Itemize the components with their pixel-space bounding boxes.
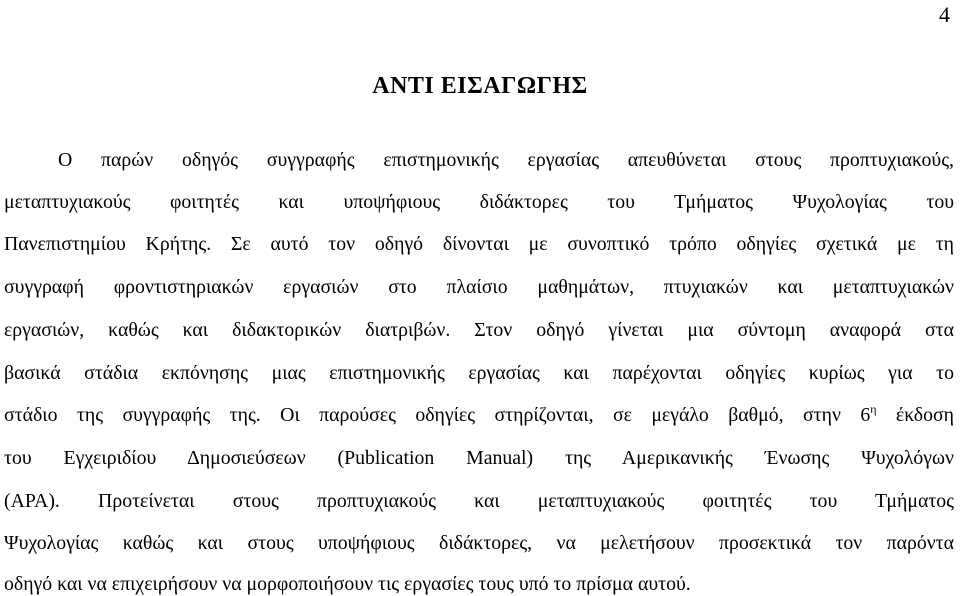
paragraph-line-last: οδηγό και να επιχειρήσουν να μορφοποιήσουν τις εργασίες τους υπό το πρίσμα αυτού. — [4, 573, 691, 595]
paragraph-line: Ο παρών οδηγός συγγραφής επιστημονικής εργασίας απευθύνεται στους προπτυχιακούς, — [58, 149, 954, 171]
paragraph-line: του Εγχειριδίου Δημοσιεύσεων (Publication Manual) της Αμερικανικής Ένωσης Ψυχολόγων — [4, 447, 954, 469]
page-number: 4 — [939, 2, 950, 27]
paragraph-line-with-superscript — [4, 403, 954, 427]
paragraph-line: (APA). Προτείνεται στους προπτυχιακούς και μεταπτυχιακούς φοιτητές του Τμήματος — [4, 490, 954, 512]
line-tail: έκδοση — [876, 404, 954, 426]
section-heading: ΑΝΤΙ ΕΙΣΑΓΩΓΗΣ — [372, 73, 588, 99]
paragraph-line: μεταπτυχιακούς φοιτητές και υποψήφιους διδάκτορες του Τμήματος Ψυχολογίας του — [4, 191, 954, 213]
paragraph-line: Πανεπιστημίου Κρήτης. Σε αυτό τον οδηγό δίνονται με συνοπτικό τρόπο οδηγίες σχετικά με τη — [4, 233, 954, 255]
paragraph-line: Ψυχολογίας καθώς και στους υποψήφιους διδάκτορες, να μελετήσουν προσεκτικά τον παρόντα — [4, 532, 954, 554]
paragraph-line: συγγραφή φροντιστηριακών εργασιών στο πλαίσιο μαθημάτων, πτυχιακών και μεταπτυχιακών — [4, 276, 954, 298]
paragraph-line: εργασιών, καθώς και διδακτορικών διατριβών. Στον οδηγό γίνεται μια σύντομη αναφορά στα — [4, 319, 954, 341]
paragraph-line: βασικά στάδια εκπόνησης μιας επιστημονικής εργασίας και παρέχονται οδηγίες κυρίως για το — [4, 362, 954, 384]
body-paragraph — [4, 0, 954, 596]
line-text: στάδιο της συγγραφής της. Οι παρούσες οδηγίες στηρίζονται, σε μεγάλο βαθμό, στην 6 — [4, 404, 871, 426]
ordinal-superscript: η — [870, 402, 877, 416]
